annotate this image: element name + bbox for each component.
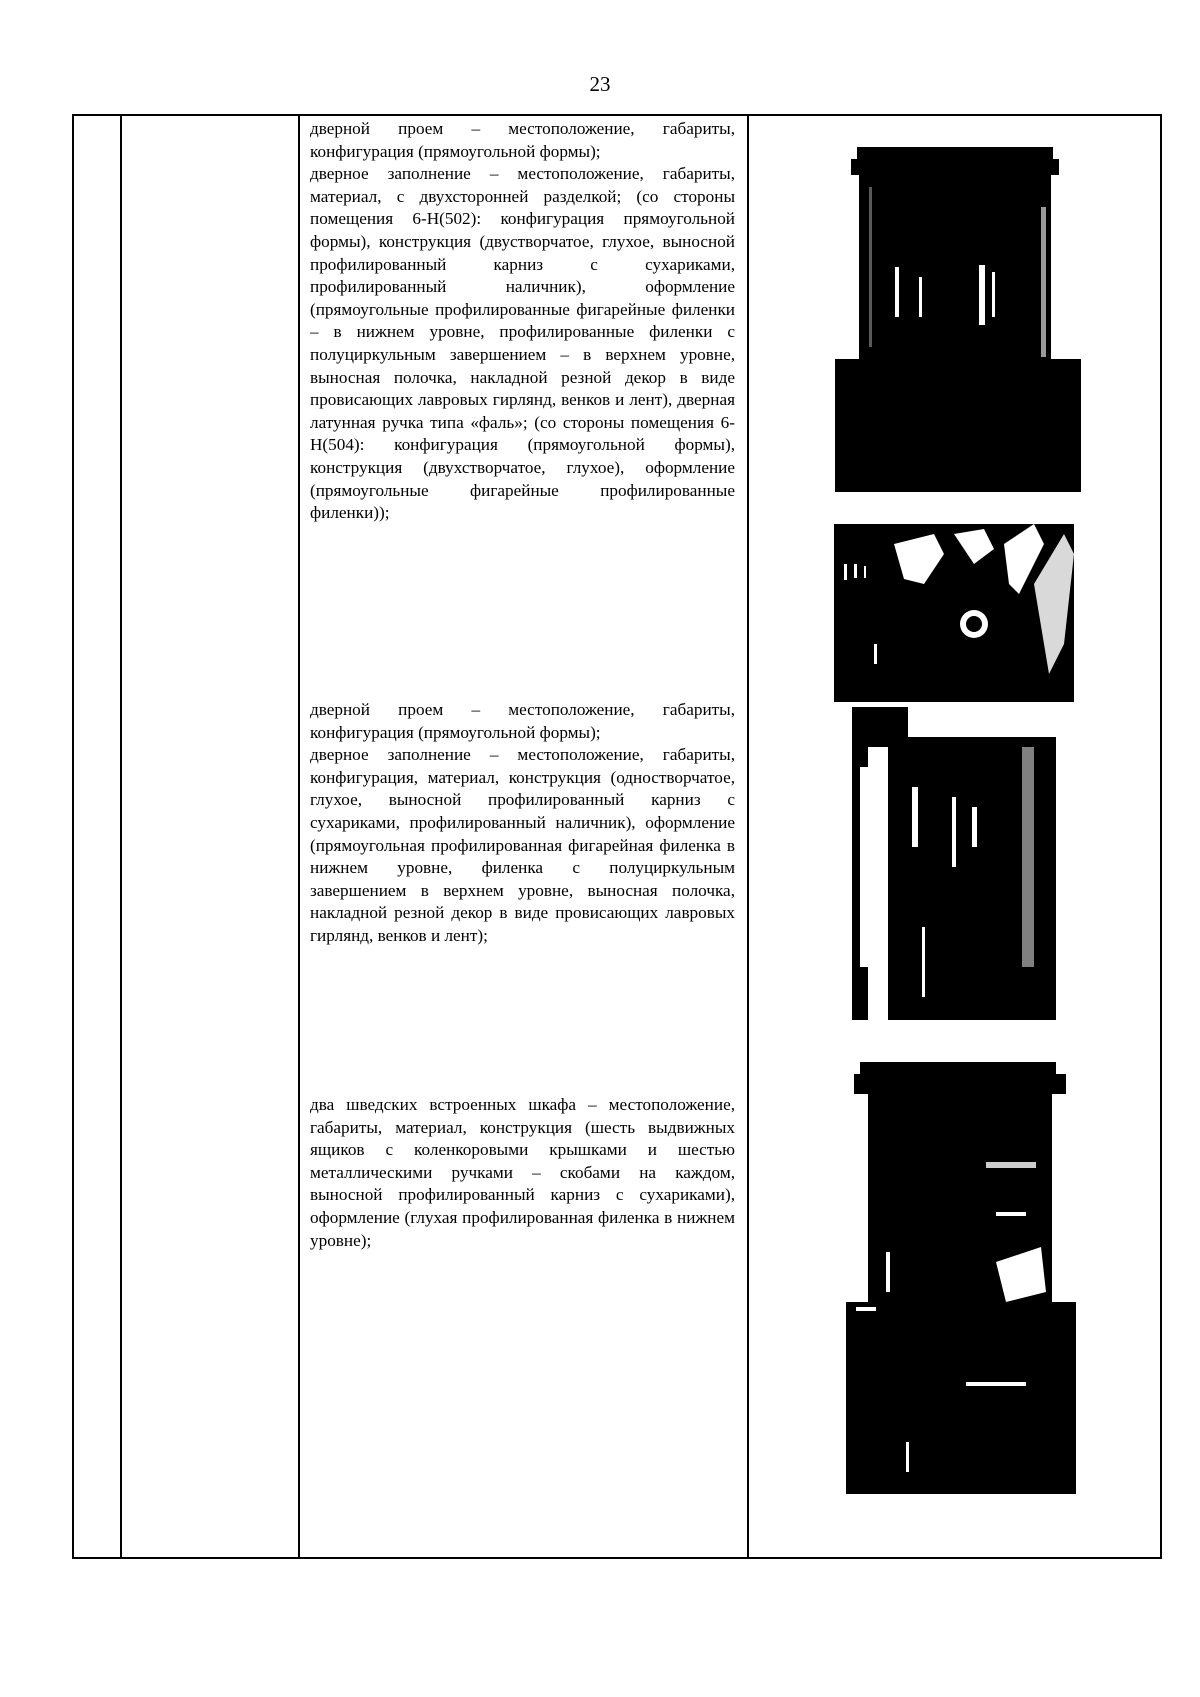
- table-divider-2: [298, 114, 300, 1559]
- page-number: 23: [589, 72, 611, 96]
- built-in-cabinet-photo: [846, 1062, 1076, 1494]
- table-divider-3: [747, 114, 749, 1559]
- entry-text-1: дверной проем – местоположение, габариты, конфигурация (прямоугольной формы); дверное заполнение – местоположение, габариты, материал, с двухсторонней разделкой; (со стороны помещения 6-Н(502): конфигурация прямоугольной формы), конструкция (двустворчатое, глухое, выносной профилированный карниз с сухариками, профилированный наличник), оформление (прямоугольные профилированные фигарейные филенки – в нижнем уровне, профилированные филенки с полуциркульным завершением – в верхнем уровне, выносная полочка, накладной резной декор в виде провисающих лавровых гирлянд, венков и лент), дверная латунная ручка типа «фаль»; (со стороны помещения 6-Н(504): конфигурация (прямоугольной формы), конструкция (двухстворчатое, глухое), оформление (прямоугольные фигарейные профилированные филенки));: [310, 119, 735, 523]
- door-handle-detail-photo: [834, 524, 1074, 702]
- single-door-photo: [852, 707, 1056, 1020]
- double-door-photo: [829, 147, 1081, 492]
- entry-text-3: два шведских встроенных шкафа – местоположение, габариты, материал, конструкция (шесть выдвижных ящиков с коленкоровыми крышками и шестью металлическими ручками – скобами на каждом, выносной профилированный карниз с сухариками), оформление (глухая профилированная филенка в нижнем уровне);: [310, 1095, 735, 1250]
- table-divider-1: [120, 114, 122, 1559]
- entry-text-2: дверной проем – местоположение, габариты, конфигурация (прямоугольной формы); дверное заполнение – местоположение, габариты, конфигурация, материал, конструкция (одностворчатое, глухое, выносной профилированный карниз с сухариками, профилированный наличник), оформление (прямоугольная профилированная фигарейная филенка в нижнем уровне, филенка с полуциркульным завершением в верхнем уровне, выносная полочка, накладной резной декор в виде провисающих лавровых гирлянд, венков и лент);: [310, 700, 735, 945]
